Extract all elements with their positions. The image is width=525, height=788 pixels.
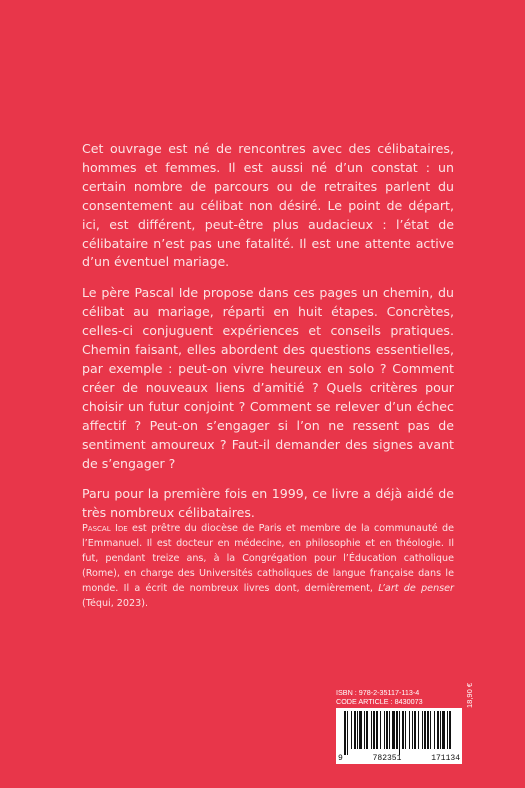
back-cover-text	[82, 140, 454, 535]
author-book-info: (Téqui, 2023).	[82, 598, 149, 609]
paragraph-history: Paru pour la première fois en 1999, ce livre a déjà aidé de très nombreux célibataires.	[82, 486, 454, 521]
author-name: Pascal Ide	[82, 523, 128, 534]
paragraph-description: Le père Pascal Ide propose dans ces pages un chemin, du célibat au mariage, réparti en huit étapes. Concrètes, celles-ci conjuguent expériences et conseils pratiques. Chemin faisant, elles abordent des questions essentielles, par exemple : peut-on vivre heureux en solo ? Comment créer de nouveaux liens d’amitié ? Quels critères pour choisir un futur conjoint ? Comment se relever d’un échec affectif ? Peut-on s’engager si l’on ne ressent pas de sentiment amoureux ? Faut-il demander des signes avant de s’engager ?	[82, 285, 454, 471]
isbn: ISBN : 978-2-35117-113-4	[336, 688, 420, 697]
author-bio-text: est prêtre du diocèse de Paris et membre de la communauté de l’Emmanuel. Il est docteur en médecine, en philosophie et en théologie. Il fut, pendant treize ans, à la Congrégation pour l’Éducation catholique (Rome), en charge des Universités catholiques de langue française dans le monde. Il a écrit de nombreux livres dont, dernièrement,	[82, 523, 454, 594]
author-book-title: L’art de penser	[378, 583, 454, 594]
code-article: CODE ARTICLE : 8430073	[336, 697, 423, 706]
barcode-block	[336, 688, 472, 764]
barcode-digit-first: 9	[338, 754, 343, 763]
barcode-digits	[338, 754, 460, 763]
barcode	[336, 708, 462, 764]
author-bio	[82, 521, 454, 611]
barcode-digit-left: 782351	[372, 754, 402, 763]
paragraph-intro: Cet ouvrage est né de rencontres avec des célibataires, hommes et femmes. Il est aussi né d’un constat : un certain nombre de parcours ou de retraites parlent du consentement au célibat non désiré. Le point de départ, ici, est différent, peut-être plus audacieux : l’état de célibataire n’est pas une fatalité. Il est une attente active d’un éventuel mariage.	[82, 141, 454, 270]
barcode-digit-right: 171134	[431, 754, 460, 763]
barcode-bars	[340, 711, 458, 755]
price: 18,90 €	[465, 682, 474, 708]
